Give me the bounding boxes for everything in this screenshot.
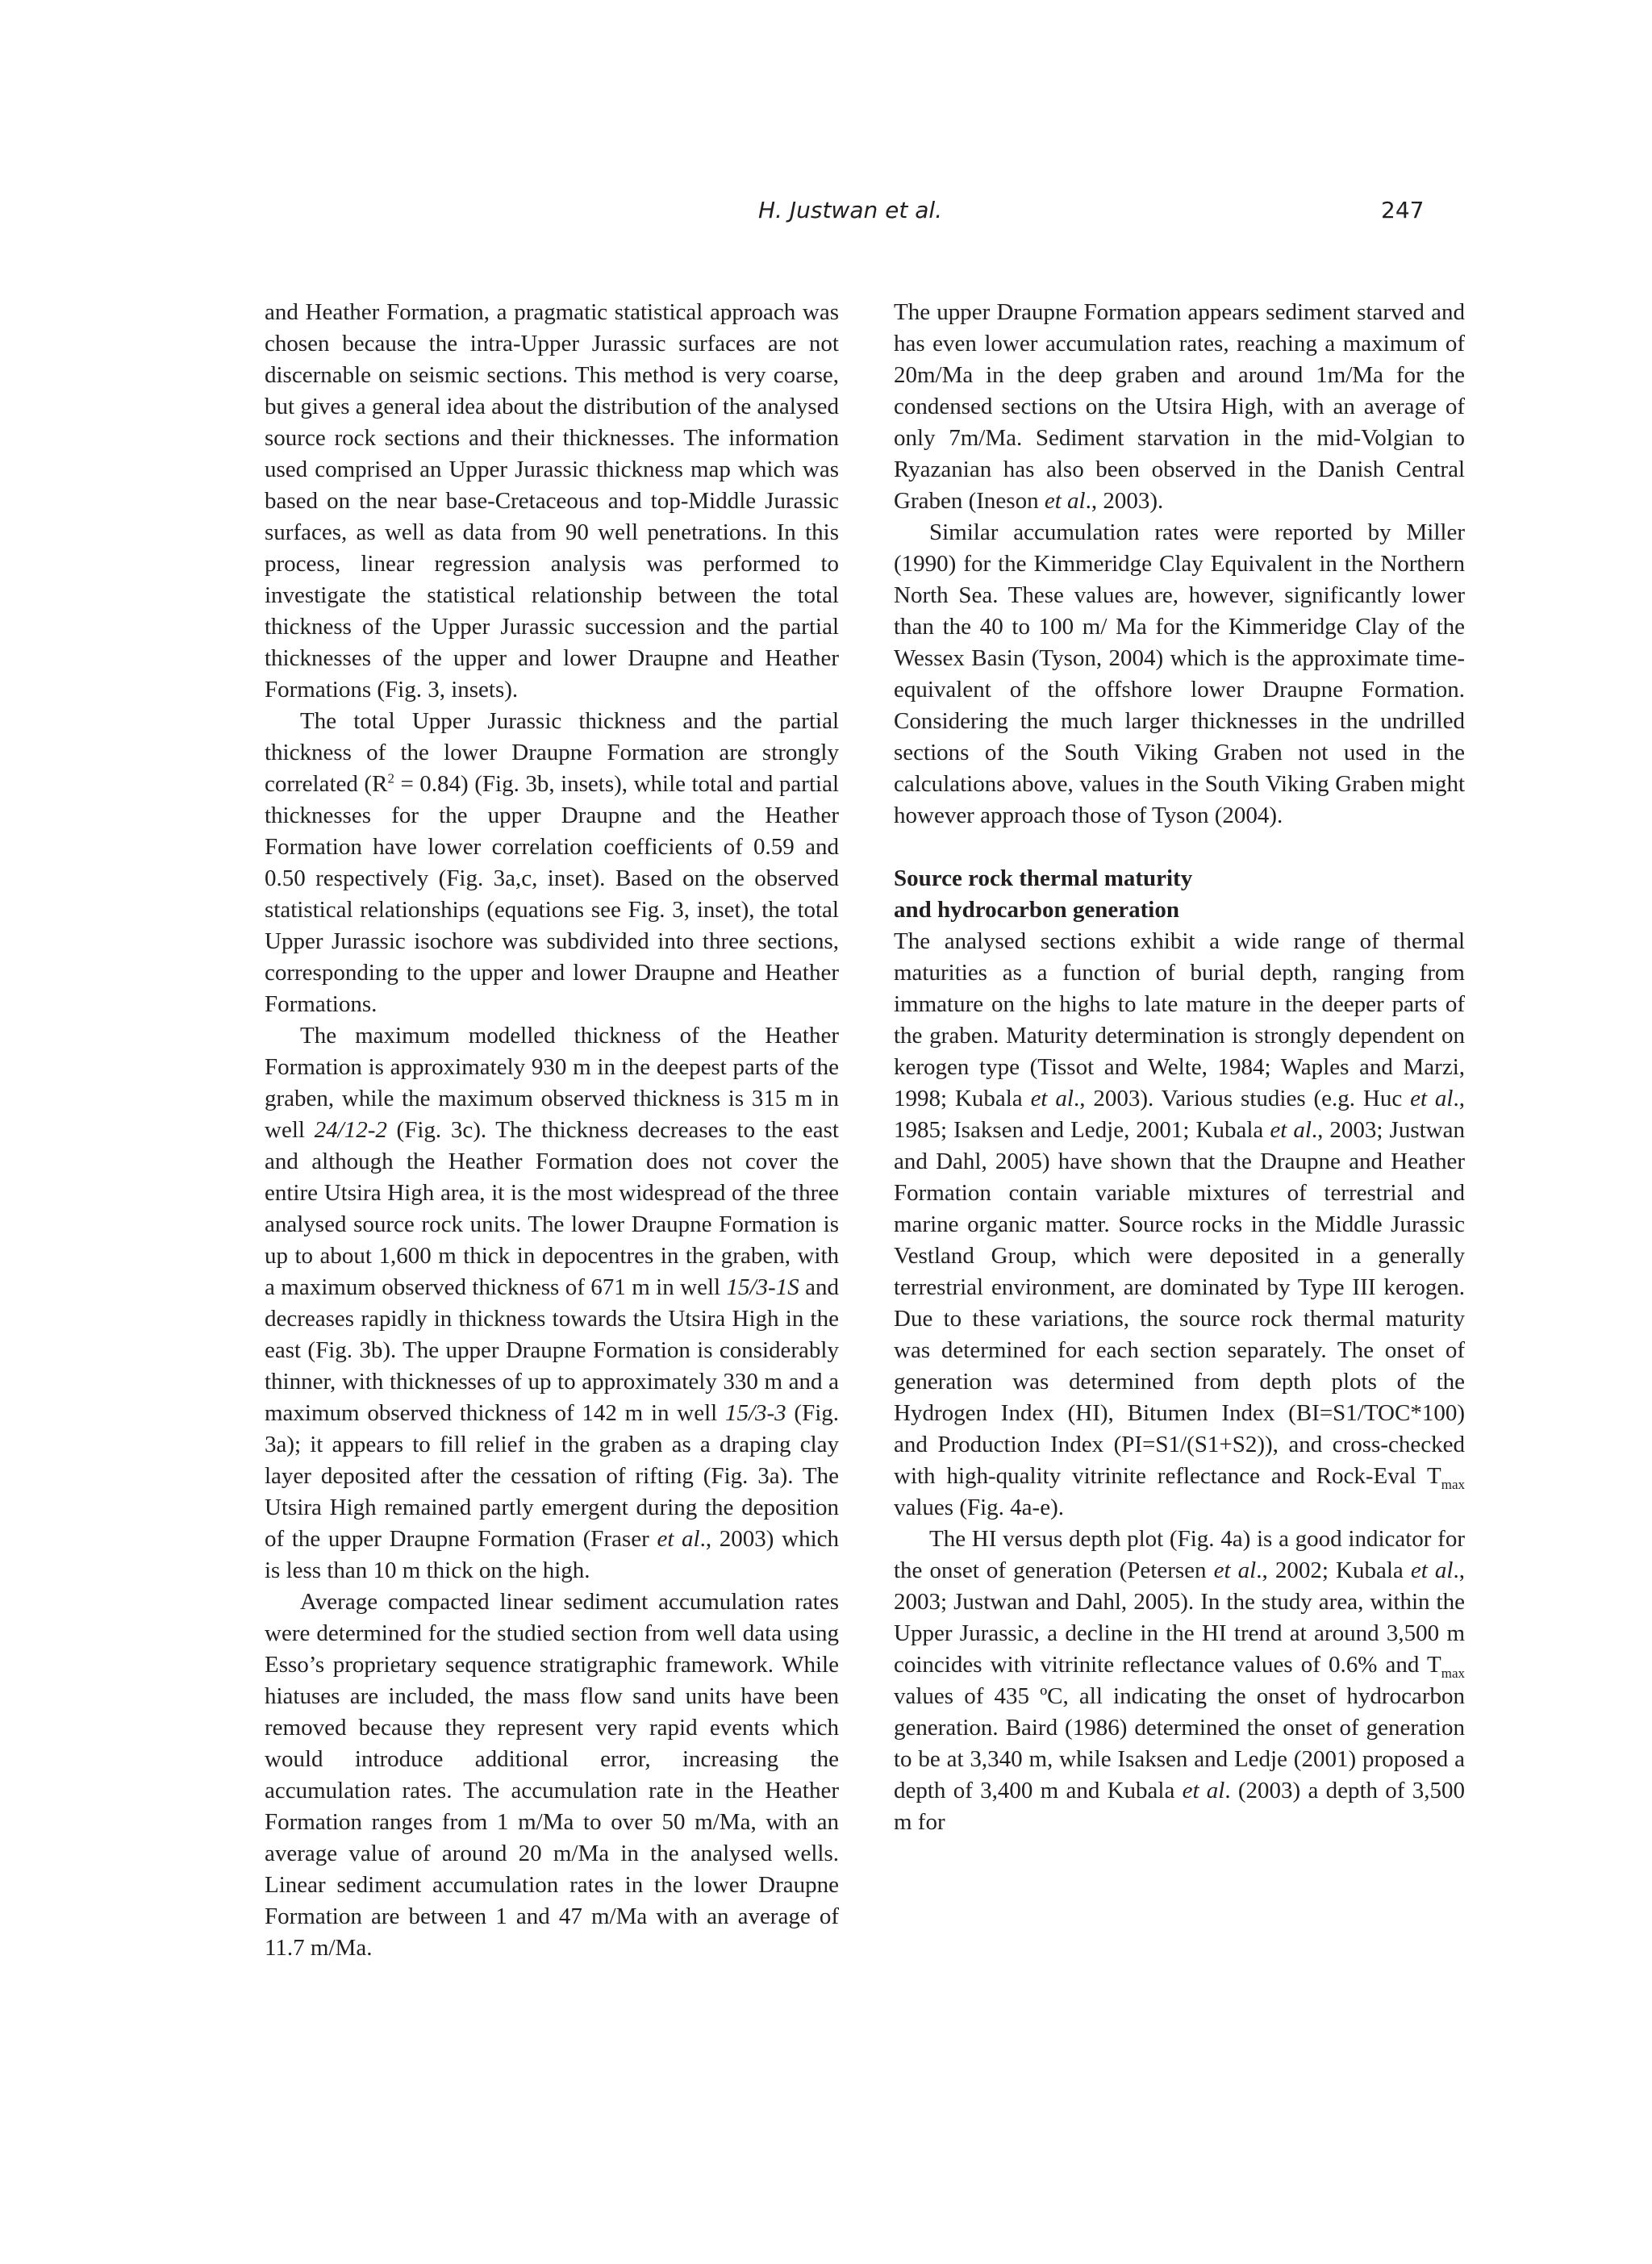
section-heading: Source rock thermal maturity and hydrocarbon generation: [894, 865, 1193, 923]
paragraph: Similar accumulation rates were reported by Miller (1990) for the Kimmeridge Clay Equivalent in the Northern North Sea. These values are, however, significantly lower than the 40 to 100 m/ Ma for the Kimmeridge Clay of the Wessex Basin (Tyson, 2004) which is the approximate time-equivalent of the offshore lower Draupne Formation. Considering the much larger thicknesses in the undrilled sections of the South Viking Graben not used in the calculations above, values in the South Viking Graben might however approach those of Tyson (2004).: [894, 519, 1465, 828]
paragraph: The total Upper Jurassic thickness and the partial thickness of the lower Draupne Formation are strongly correlated $(R^2 = 0.84)$ (Fig. 3b, insets), while total and partial thicknesses for the upper Draupne and the Heather Formation have lower correlation coefficients of 0.59 and 0.50 respectively (Fig. 3a,c, inset). Based on the observed statistical relationships (equations see Fig. 3, inset), the total Upper Jurassic isochore was subdivided into three sections, corresponding to the upper and lower Draupne and Heather Formations.: [265, 708, 840, 1017]
paragraph: Average compacted linear sediment accumulation rates were determined for the studied section from well data using Esso’s proprietary sequence stratigraphic framework. While hiatuses are included, the mass flow sand units have been removed because they represent very rapid events which would introduce additional error, increasing the accumulation rates. The accumulation rate in the Heather Formation ranges from 1 m/Ma to over 50 m/Ma, with an average value of around 20 m/Ma in the analysed wells. Linear sediment accumulation rates in the lower Draupne Formation are between 1 and 47 m/Ma with an average of 11.7 m/Ma.: [265, 1589, 839, 1961]
right-column: [894, 297, 1465, 1838]
header-author: H. Justwan et al.: [758, 197, 943, 223]
paragraph: The upper Draupne Formation appears sediment starved and has even lower accumulation rates, reaching a maximum of 20m/Ma in the deep graben and around 1m/Ma for the condensed sections on the Utsira High, with an average of only 7m/Ma. Sediment starvation in the mid-Volgian to Ryazanian has also been observed in the Danish Central Graben (Ineson et al., 2003).: [894, 299, 1465, 514]
left-column: [265, 297, 839, 1964]
page-number: 247: [1381, 197, 1425, 223]
paragraph: The HI versus depth plot (Fig. 4a) is a good indicator for the onset of generation (Petersen et al., 2002; Kubala et al., 2003; Justwan and Dahl, 2005). In the study area, within the Upper Jurassic, a decline in the HI trend at around 3,500 m coincides with vitrinite reflectance values of 0.6% and $T_{max}$ values of 435 ºC, all indicating the onset of hydrocarbon generation. Baird (1986) determined the onset of generation to be at 3,340 m, while Isaksen and Ledje (2001) proposed a depth of 3,400 m and Kubala et al. (2003) a depth of 3,500 m for: [894, 1526, 1465, 1835]
paragraph: The maximum modelled thickness of the Heather Formation is approximately 930 m in the deepest parts of the graben, while the maximum observed thickness is 315 m in well 24/12-2 (Fig. 3c). The thickness decreases to the east and although the Heather Formation does not cover the entire Utsira High area, it is the most widespread of the three analysed source rock units. The lower Draupne Formation is up to about 1,600 m thick in depocentres in the graben, with a maximum observed thickness of 671 m in well 15/3-1S and decreases rapidly in thickness towards the Utsira High in the east (Fig. 3b). The upper Draupne Formation is considerably thinner, with thicknesses of up to approximately 330 m and a maximum observed thickness of 142 m in well 15/3-3 (Fig. 3a); it appears to fill relief in the graben as a draping clay layer deposited after the cessation of rifting (Fig. 3a). The Utsira High remained partly emergent during the deposition of the upper Draupne Formation (Fraser et al., 2003) which is less than 10 m thick on the high.: [265, 1023, 840, 1583]
paragraph: The analysed sections exhibit a wide range of thermal maturities as a function of burial depth, ranging from immature on the highs to late mature in the deeper parts of the graben. Maturity determination is strongly dependent on kerogen type (Tissot and Welte, 1984; Waples and Marzi, 1998; Kubala et al., 2003). Various studies (e.g. Huc et al., 1985; Isaksen and Ledje, 2001; Kubala et al., 2003; Justwan and Dahl, 2005) have shown that the Draupne and Heather Formation contain variable mixtures of terrestrial and marine organic matter. Source rocks in the Middle Jurassic Vestland Group, which were deposited in a generally terrestrial environment, are dominated by Type III kerogen. Due to these variations, the source rock thermal maturity was determined for each section separately. The onset of generation was determined from depth plots of the Hydrogen Index (HI), Bitumen Index (BI=S1/TOC*100) and Production Index (PI=S1/(S1+S2)), and cross-checked with high-quality vitrinite reflectance and Rock-Eval $T_{max}$ values (Fig. 4a-e).: [894, 928, 1465, 1520]
paragraph: and Heather Formation, a pragmatic statistical approach was chosen because the intra-Upper Jurassic surfaces are not discernable on seismic sections. This method is very coarse, but gives a general idea about the distribution of the analysed source rock sections and their thicknesses. The information used comprised an Upper Jurassic thickness map which was based on the near base-Cretaceous and top-Middle Jurassic surfaces, as well as data from 90 well penetrations. In this process, linear regression analysis was performed to investigate the statistical relationship between the total thickness of the Upper Jurassic succession and the partial thicknesses of the upper and lower Draupne and Heather Formations (Fig. 3, insets).: [265, 299, 839, 703]
